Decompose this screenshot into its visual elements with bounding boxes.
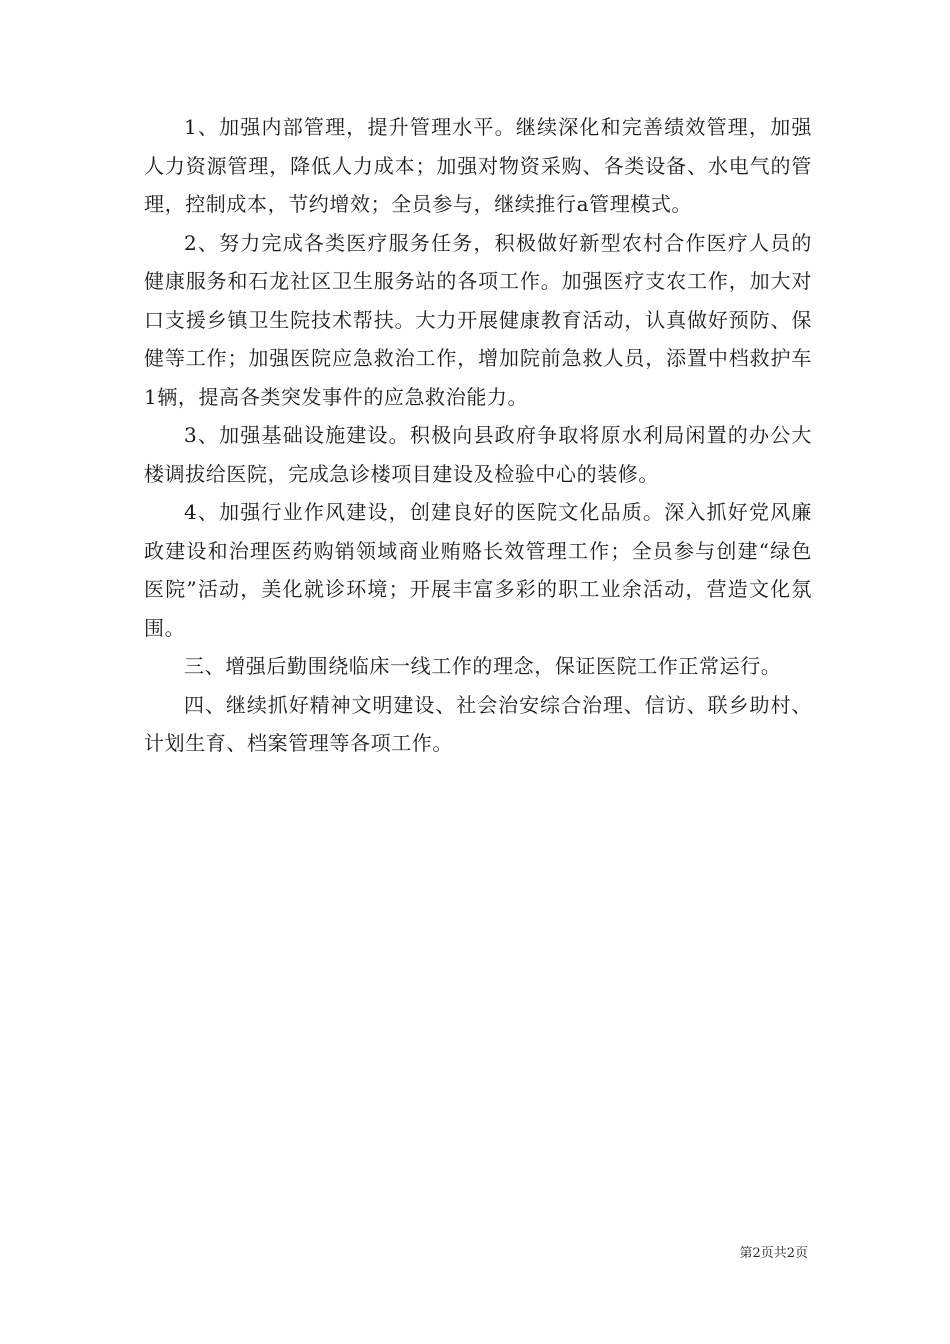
- paragraph-section-3: 三、增强后勤围绕临床一线工作的理念，保证医院工作正常运行。: [184, 654, 782, 678]
- paragraph-item-2: 2、努力完成各类医疗服务任务，积极做好新型农村合作医疗人员的健康服务和石龙社区卫生服务站的各项工作。加强医疗支农工作，加大对口支援乡镇卫生院技术帮扶。大力开展健康教育活动，认真做好预防、保健等工作；加强医院应急救治工作，增加院前急救人员，添置中档救护车1辆，提高各类突发事件的应急救治能力。: [144, 230, 812, 409]
- paragraph-item-4: 4、加强行业作风建设，创建良好的医院文化品质。深入抓好党风廉政建设和治理医药购销领域商业贿赂长效管理工作；全员参与创建“绿色医院”活动，美化就诊环境；开展丰富多彩的职工业余活动，营造文化氛围。: [144, 500, 812, 640]
- paragraph-section-4: 四、继续抓好精神文明建设、社会治安综合治理、信访、联乡助村、计划生育、档案管理等各项工作。: [144, 692, 812, 755]
- page-number: 第2页共2页: [739, 1246, 808, 1261]
- paragraph-item-3: 3、加强基础设施建设。积极向县政府争取将原水利局闲置的办公大楼调拔给医院，完成急诊楼项目建设及检验中心的装修。: [144, 423, 812, 486]
- document-body: [144, 108, 812, 763]
- paragraph-item-1: 1、加强内部管理，提升管理水平。继续深化和完善绩效管理，加强人力资源管理，降低人力成本；加强对物资采购、各类设备、水电气的管理，控制成本，节约增效；全员参与，继续推行a管理模式。: [144, 115, 812, 216]
